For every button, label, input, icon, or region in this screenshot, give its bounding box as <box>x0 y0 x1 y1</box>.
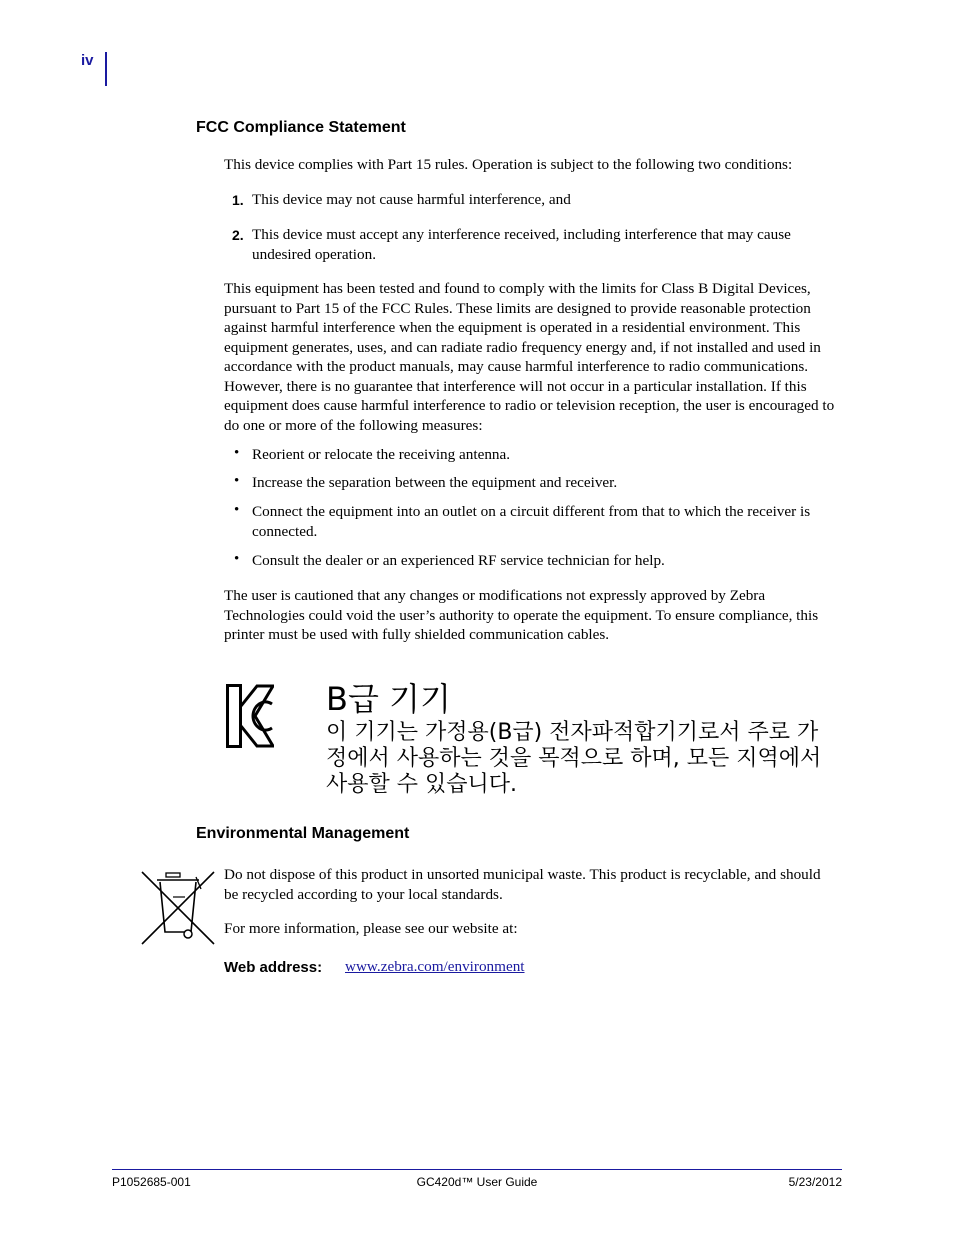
condition-2-text: This device must accept any interference received, including interference that may cause undesired operation. <box>252 226 791 263</box>
condition-1-text: This device may not cause harmful interference, and <box>252 191 571 208</box>
environment-heading: Environmental Management <box>196 825 410 842</box>
korean-title: B급 기기 <box>326 680 451 718</box>
crossed-out-wheelie-bin-icon <box>140 868 216 946</box>
fcc-intro: This device complies with Part 15 rules. Operation is subject to the following two conditions: <box>224 156 793 173</box>
measure-2: Increase the separation between the equipment and receiver. <box>252 474 618 491</box>
korean-body: 이 기기는 가정용(B급) 전자파적합기기로서 주로 가정에서 사용하는 것을 목적으로 하며, 모든 지역에서 사용할 수 있습니다. <box>326 720 822 797</box>
korean-notice <box>326 680 836 798</box>
header-bar <box>105 52 107 86</box>
bullet: • <box>234 551 240 567</box>
fcc-heading: FCC Compliance Statement <box>196 119 406 136</box>
condition-2-number: 2. <box>232 227 244 243</box>
measure-3: Connect the equipment into an outlet on a circuit different from that to which the receiver is connected. <box>252 503 811 540</box>
bullet: • <box>234 473 240 489</box>
measure-4: Consult the dealer or an experienced RF service technician for help. <box>252 552 665 569</box>
bullet: • <box>234 502 240 518</box>
footer-part-number: P1052685-001 <box>112 1175 191 1189</box>
measure-1: Reorient or relocate the receiving antenna. <box>252 446 511 463</box>
footer-date: 5/23/2012 <box>788 1175 842 1189</box>
fcc-caution: The user is cautioned that any changes or modifications not expressly approved by Zebra Technologies could void the user’s authority to operate the equipment. To ensure compliance, this printer must be used with fully shielded communication cables. <box>224 587 819 643</box>
footer-title: GC420d™ User Guide <box>416 1175 538 1189</box>
environment-more-info: For more information, please see our website at: <box>224 920 518 937</box>
bullet: • <box>234 445 240 461</box>
condition-1-number: 1. <box>232 192 244 208</box>
fcc-body: This equipment has been tested and found to comply with the limits for Class B Digital Devices, pursuant to Part 15 of the FCC Rules. These limits are designed to provide reasonable protection against harmful interference when the equipment is operated in a residential environment. This equipment generates, uses, and can radiate radio frequency energy and, if not installed and used in accordance with the product manuals, may cause harmful interference to radio communications. However, there is no guarantee that interference will not occur in a particular installation. If this equipment does cause harmful interference to radio or television reception, the user is encouraged to do one or more of the following measures: <box>224 280 835 434</box>
kc-certification-mark-icon <box>226 684 274 748</box>
page-number: iv <box>81 52 94 69</box>
web-address-label: Web address: <box>224 959 323 976</box>
footer-rule <box>112 1169 842 1170</box>
environment-text: Do not dispose of this product in unsorted municipal waste. This product is recyclable, and should be recycled according to your local standards. <box>224 866 821 903</box>
web-address-link[interactable]: www.zebra.com/environment <box>345 958 525 975</box>
